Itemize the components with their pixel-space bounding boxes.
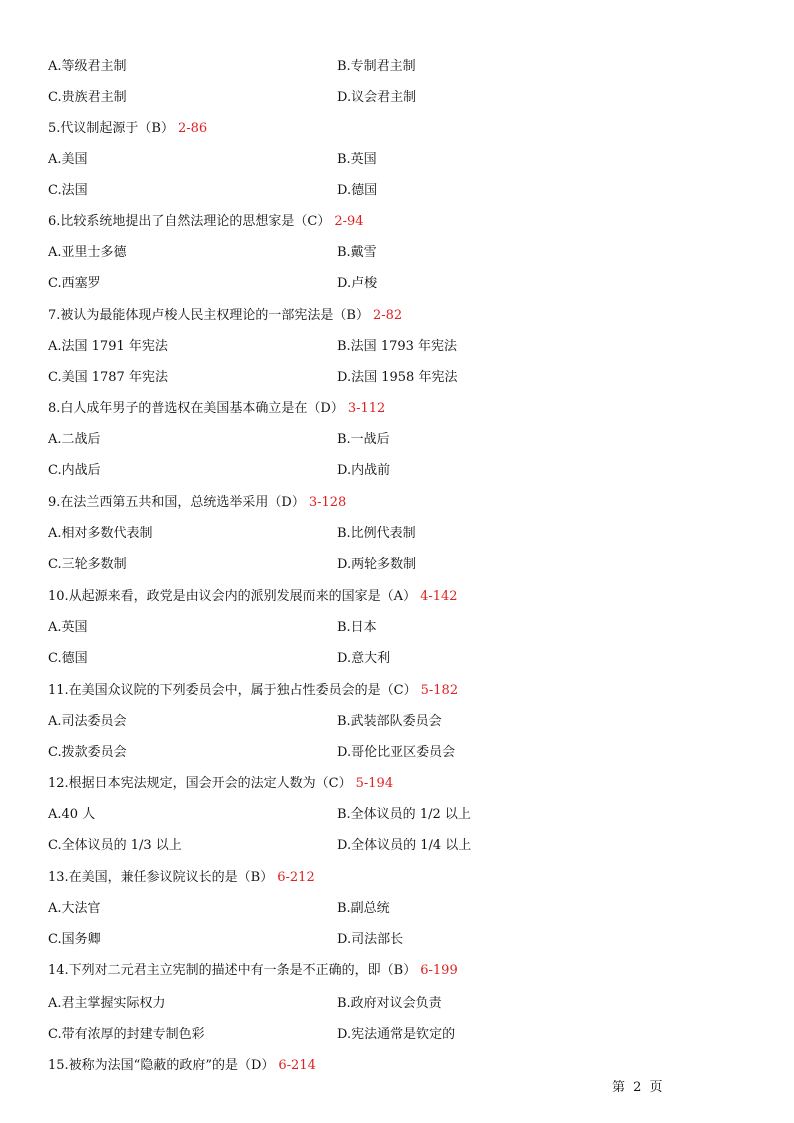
question-29 — [48, 963, 458, 979]
option-left: C.贵族君主制 — [48, 90, 127, 105]
option-right: B.法国 1793 年宪法 — [337, 339, 458, 354]
option-right: B.政府对议会负责 — [337, 996, 442, 1011]
question-text: 11.在美国众议院的下列委员会中，属于独占性委员会的是（C） — [48, 683, 417, 698]
page-reference: 6-199 — [420, 963, 458, 978]
question-8 — [48, 308, 402, 324]
option-right: B.戴雪 — [337, 245, 377, 260]
question-text: 15.被称为法国“隐蔽的政府”的是（D） — [48, 1058, 275, 1073]
option-right: D.宪法通常是钦定的 — [337, 1027, 456, 1042]
question-23 — [48, 776, 393, 792]
question-text: 7.被认为最能体现卢梭人民主权理论的一部宪法是（B） — [48, 308, 369, 323]
page-reference: 5-194 — [355, 776, 394, 791]
question-text: 6.比较系统地提出了自然法理论的思想家是（C） — [48, 214, 331, 229]
option-left: C.美国 1787 年宪法 — [48, 370, 168, 385]
option-right: D.议会君主制 — [337, 90, 417, 105]
option-right: D.两轮多数制 — [337, 557, 417, 572]
option-right: D.德国 — [337, 183, 378, 198]
option-left: C.内战后 — [48, 463, 101, 478]
page-reference: 3-112 — [347, 401, 386, 416]
option-right: B.专制君主制 — [337, 59, 416, 74]
option-left: A.大法官 — [48, 901, 101, 916]
page-reference: 2-82 — [372, 308, 403, 323]
option-right: D.司法部长 — [337, 932, 404, 947]
option-left: C.三轮多数制 — [48, 557, 127, 572]
option-left: A.法国 1791 年宪法 — [48, 339, 168, 354]
question-17 — [48, 589, 458, 605]
question-20 — [48, 683, 458, 699]
question-14 — [48, 495, 346, 511]
question-text: 8.白人成年男子的普选权在美国基本确立是在（D） — [48, 401, 344, 416]
option-left: C.德国 — [48, 651, 88, 666]
page-number: 第 2 页 — [612, 1080, 665, 1095]
question-text: 13.在美国，兼任参议院议长的是（B） — [48, 870, 274, 885]
option-right: D.卢梭 — [337, 276, 378, 291]
question-2 — [48, 121, 207, 137]
option-left: C.西塞罗 — [48, 276, 101, 291]
question-5 — [48, 214, 364, 230]
option-left: A.亚里士多德 — [48, 245, 127, 260]
option-right: D.哥伦比亚区委员会 — [337, 745, 456, 760]
option-left: C.带有浓厚的封建专制色彩 — [48, 1027, 205, 1042]
option-right: B.英国 — [337, 152, 377, 167]
option-left: A.相对多数代表制 — [48, 526, 153, 541]
option-right: B.副总统 — [337, 901, 390, 916]
option-left: C.国务卿 — [48, 932, 101, 947]
option-right: B.全体议员的 1/2 以上 — [337, 807, 471, 822]
page-reference: 2-94 — [334, 214, 364, 229]
page-reference: 6-214 — [278, 1058, 316, 1073]
question-32 — [48, 1058, 316, 1074]
question-text: 10.从起源来看，政党是由议会内的派别发展而来的国家是（A） — [48, 589, 417, 604]
question-11 — [48, 401, 385, 417]
page-reference: 5-182 — [420, 683, 459, 698]
page-reference: 6-212 — [277, 870, 315, 885]
option-left: C.全体议员的 1/3 以上 — [48, 838, 182, 853]
option-left: A.40 人 — [48, 807, 96, 822]
question-text: 9.在法兰西第五共和国，总统选举采用（D） — [48, 495, 305, 510]
option-right: B.比例代表制 — [337, 526, 416, 541]
option-left: A.司法委员会 — [48, 714, 127, 729]
option-right: D.内战前 — [337, 463, 391, 478]
question-text: 14.下列对二元君主立宪制的描述中有一条是不正确的，即（B） — [48, 963, 417, 978]
option-left: A.等级君主制 — [48, 59, 127, 74]
option-left: A.君主掌握实际权力 — [48, 996, 166, 1011]
page-reference: 2-86 — [177, 121, 208, 136]
option-left: C.法国 — [48, 183, 88, 198]
question-26 — [48, 870, 315, 886]
option-right: B.日本 — [337, 620, 377, 635]
question-text: 12.根据日本宪法规定，国会开会的法定人数为（C） — [48, 776, 352, 791]
option-right: D.法国 1958 年宪法 — [337, 370, 458, 385]
option-right: B.武装部队委员会 — [337, 714, 442, 729]
option-left: A.美国 — [48, 152, 88, 167]
option-right: D.意大利 — [337, 651, 391, 666]
option-right: D.全体议员的 1/4 以上 — [337, 838, 472, 853]
page-reference: 4-142 — [420, 589, 458, 604]
option-left: C.拨款委员会 — [48, 745, 127, 760]
question-text: 5.代议制起源于（B） — [48, 121, 174, 136]
page-reference: 3-128 — [308, 495, 347, 510]
option-left: A.英国 — [48, 620, 88, 635]
option-left: A.二战后 — [48, 432, 101, 447]
option-right: B.一战后 — [337, 432, 390, 447]
